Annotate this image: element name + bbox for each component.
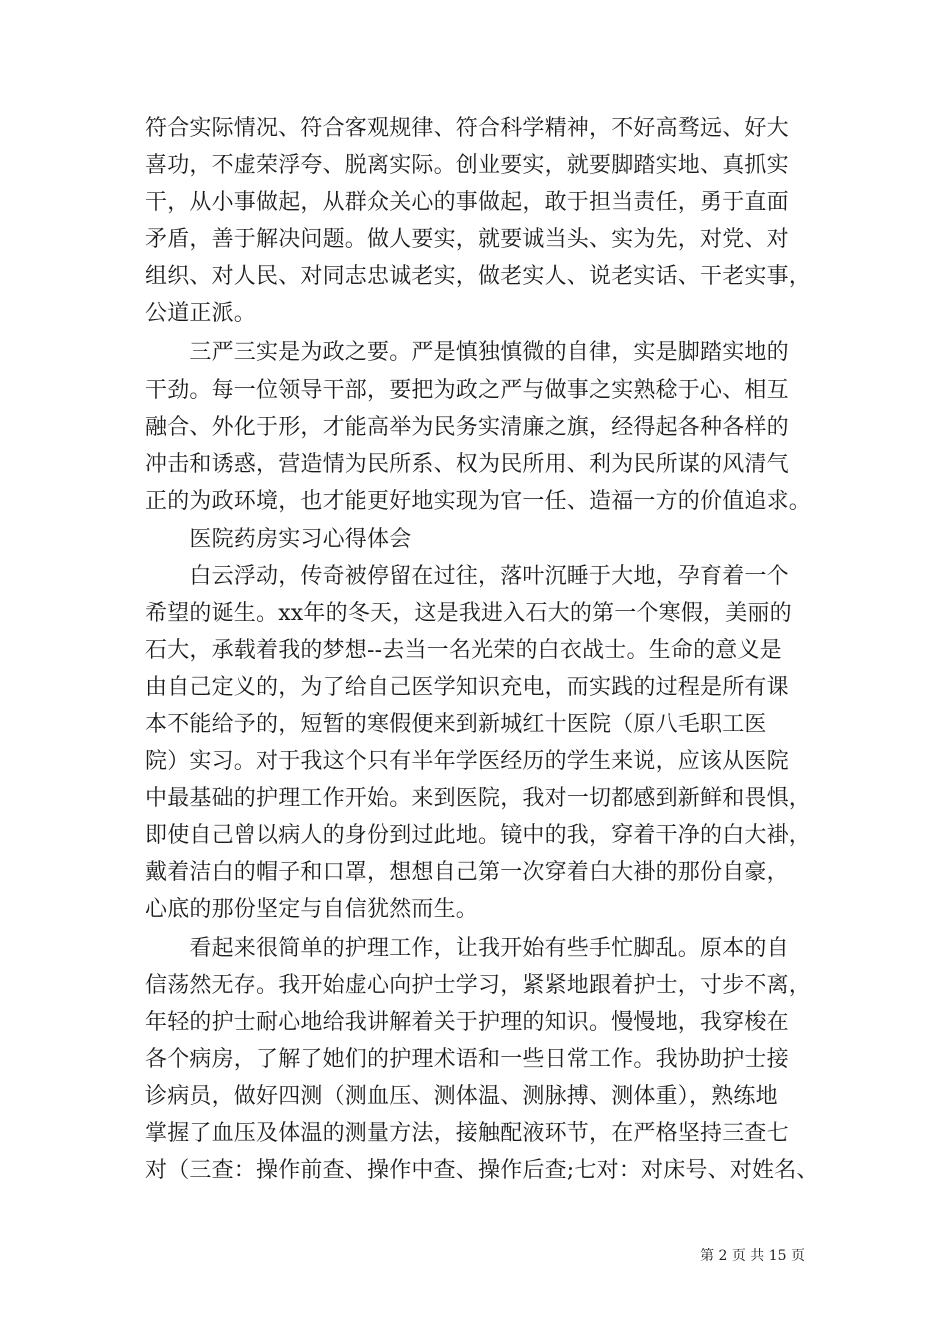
text-line: 诊病员，做好四测（测血压、测体温、测脉搏、测体重），熟练地	[145, 1084, 778, 1109]
text-line: 心底的那份坚定与自信犹然而生。	[145, 897, 479, 922]
text-line: 看起来很简单的护理工作，让我开始有些手忙脚乱。原本的自	[145, 936, 789, 961]
text-line: 各个病房，了解了她们的护理术语和一些日常工作。我协助护士接	[145, 1047, 789, 1072]
text-line: 年轻的护士耐心地给我讲解着关于护理的知识。慢慢地，我穿梭在	[145, 1010, 789, 1035]
text-line: 三严三实是为政之要。严是慎独慎微的自律，实是脚踏实地的	[145, 340, 789, 365]
text-line: 本不能给予的，短暂的寒假便来到新城红十医院（原八毛职工医	[145, 712, 767, 737]
text-line: 白云浮动，传奇被停留在过往，落叶沉睡于大地，孕育着一个	[145, 564, 789, 589]
text-line: 掌握了血压及体温的测量方法，接触配液环节，在严格坚持三查七	[145, 1121, 789, 1146]
text-line: 正的为政环境，也才能更好地实现为官一任、造福一方的价值追求。	[145, 489, 812, 514]
text-line: 院）实习。对于我这个只有半年学医经历的学生来说，应该从医院	[145, 749, 789, 774]
text-line: 信荡然无存。我开始虚心向护士学习，紧紧地跟着护士，寸步不离，	[145, 973, 812, 998]
text-line: 喜功，不虚荣浮夸、脱离实际。创业要实，就要脚踏实地、真抓实	[145, 153, 789, 178]
text-line: 矛盾，善于解决问题。做人要实，就要诚当头、实为先，对党、对	[145, 227, 789, 252]
text-line: 符合实际情况、符合客观规律、符合科学精神，不好高骛远、好大	[145, 116, 789, 141]
section-heading: 医院药房实习心得体会	[145, 527, 412, 552]
text-line: 石大，承载着我的梦想--去当一名光荣的白衣战士。生命的意义是	[145, 638, 782, 663]
text-line: 希望的诞生。xx年的冬天，这是我进入石大的第一个寒假，美丽的	[145, 601, 792, 626]
text-line: 干劲。每一位领导干部，要把为政之严与做事之实熟稔于心、相互	[145, 378, 789, 403]
page-number: 第 2 页 共 15 页	[700, 1248, 805, 1264]
text-line: 对（三查：操作前查、操作中查、操作后查;七对：对床号、对姓名、	[145, 1158, 819, 1183]
text-line: 融合、外化于形，才能高举为民务实清廉之旗，经得起各种各样的	[145, 415, 789, 440]
text-line: 戴着洁白的帽子和口罩，想想自己第一次穿着白大褂的那份自豪，	[145, 860, 789, 885]
text-line: 由自己定义的，为了给自己医学知识充电，而实践的过程是所有课	[145, 675, 789, 700]
text-line: 公道正派。	[145, 301, 257, 326]
text-line: 干，从小事做起，从群众关心的事做起，敢于担当责任，勇于直面	[145, 190, 789, 215]
text-line: 冲击和诱惑，营造情为民所系、权为民所用、利为民所谋的风清气	[145, 452, 789, 477]
text-line: 中最基础的护理工作开始。来到医院，我对一切都感到新鲜和畏惧，	[145, 786, 812, 811]
text-line: 组织、对人民、对同志忠诚老实，做老实人、说老实话、干老实事，	[145, 264, 812, 289]
text-line: 即使自己曾以病人的身份到过此地。镜中的我，穿着干净的白大褂，	[145, 823, 812, 848]
